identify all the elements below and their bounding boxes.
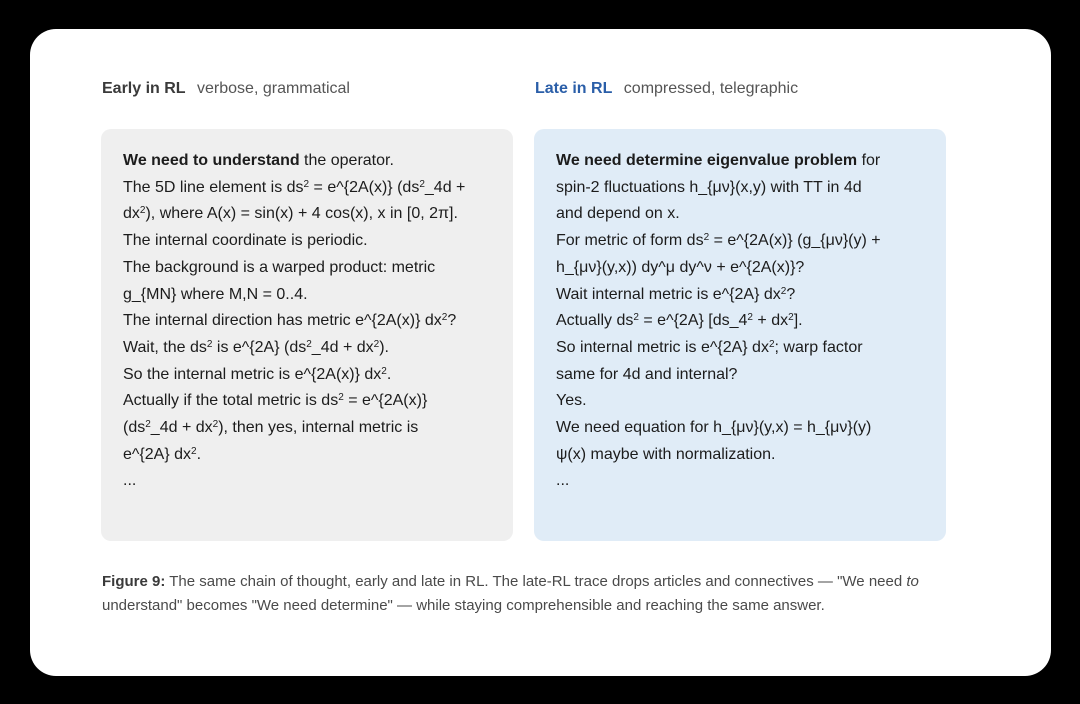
trace-line (556, 201, 926, 228)
trace-line (123, 415, 493, 442)
superscript: 2 (419, 178, 425, 190)
trace-text: for (857, 152, 881, 169)
trace-text: The internal coordinate is periodic. (123, 232, 368, 250)
trace-text: For metric of form ds (556, 232, 704, 250)
trace-line (556, 415, 926, 442)
trace-text: dx (123, 205, 140, 223)
superscript: 2 (780, 285, 787, 297)
trace-text: h_{μν}(y,x)) dy^μ dy^ν + e^{2A(x)}? (556, 258, 805, 276)
trace-text: Actually ds (556, 312, 634, 330)
trace-line (556, 442, 926, 469)
early-rl-trace-panel (101, 129, 513, 541)
late-rl-subtitle: compressed, telegraphic (623, 80, 799, 97)
trace-text: g_{MN} where M,N = 0..4. (123, 285, 308, 303)
superscript: 2 (145, 419, 151, 431)
trace-text: ), where A(x) = sin(x) + 4 cos(x), x in [0, 2π]. (145, 205, 458, 223)
trace-line (556, 362, 926, 389)
trace-text: We need equation for h_{μν}(y,x) = h_{μν}(y) (556, 419, 872, 437)
superscript: 2 (206, 338, 213, 350)
trace-text: spin-2 fluctuations h_{μν}(x,y) with TT in 4d (556, 178, 862, 196)
figure-label: Figure 9: (102, 573, 166, 590)
early-rl-subtitle: verbose, grammatical (197, 80, 350, 97)
trace-text: ). (379, 338, 389, 356)
trace-line (556, 308, 926, 335)
trace-text: The internal direction has metric e^{2A(x)} dx (123, 312, 442, 330)
trace-line (123, 201, 493, 228)
caption-text-part-1: The same chain of thought, early and late in RL. The late-RL trace drops articles and connectives — "We need (165, 573, 907, 590)
trace-line (123, 388, 493, 415)
superscript: 2 (139, 205, 146, 217)
superscript: 2 (788, 312, 794, 324)
trace-text: Wait, the ds (123, 338, 207, 356)
trace-text: Actually if the total metric is ds (123, 392, 339, 410)
trace-text: _4d + dx (150, 419, 213, 437)
superscript: 2 (441, 312, 448, 324)
trace-text: e^{2A} dx (123, 445, 192, 463)
superscript: 2 (212, 419, 219, 431)
trace-line (123, 255, 493, 282)
trace-text: _4d + dx (311, 338, 374, 356)
trace-line (556, 148, 926, 175)
trace-line (556, 175, 926, 202)
trace-text: (ds (123, 419, 146, 437)
trace-text: The background is a warped product: metric (123, 258, 436, 276)
trace-line (123, 282, 493, 309)
trace-text: and depend on x. (556, 205, 680, 223)
trace-text: is e^{2A} (ds (212, 338, 307, 356)
trace-text: ]. (793, 312, 803, 330)
early-rl-heading (102, 79, 350, 99)
early-rl-title: Early in RL (102, 80, 186, 97)
figure-caption (102, 570, 962, 617)
trace-text: So internal metric is e^{2A} dx (556, 338, 769, 356)
superscript: 2 (306, 338, 312, 350)
trace-text: . (386, 365, 392, 383)
trace-text: ψ(x) maybe with normalization. (556, 445, 776, 463)
superscript: 2 (747, 312, 753, 324)
late-rl-trace-panel (534, 129, 946, 541)
superscript: 2 (191, 445, 197, 457)
trace-text: . (196, 445, 202, 463)
trace-line (556, 228, 926, 255)
trace-text: _4d + (424, 178, 466, 196)
trace-text: ? (786, 285, 796, 303)
superscript: 2 (633, 312, 639, 324)
trace-line (556, 388, 926, 415)
trace-text: The 5D line element is ds (123, 178, 304, 196)
trace-text: ... (123, 472, 137, 490)
trace-text: Wait internal metric is e^{2A} dx (556, 285, 781, 303)
trace-line (556, 255, 926, 282)
superscript: 2 (373, 338, 380, 350)
trace-line (123, 442, 493, 469)
superscript: 2 (768, 338, 775, 350)
trace-line (123, 362, 493, 389)
trace-line (123, 148, 493, 175)
trace-line (123, 468, 493, 495)
trace-text: ), then yes, internal metric is (218, 419, 419, 437)
trace-text: = e^{2A(x)} (g_{μν}(y) + (709, 232, 881, 250)
trace-text: ... (556, 472, 570, 490)
superscript: 2 (303, 178, 310, 190)
trace-text: = e^{2A} [ds_4 (638, 312, 748, 330)
trace-line (123, 228, 493, 255)
caption-emphasis: to (906, 573, 919, 590)
trace-text: same for 4d and internal? (556, 365, 738, 383)
trace-text: ? (447, 312, 457, 330)
trace-text: So the internal metric is e^{2A(x)} dx (123, 365, 382, 383)
superscript: 2 (338, 392, 344, 404)
trace-text: the operator. (299, 152, 394, 169)
trace-lead-phrase: We need determine eigenvalue problem (556, 152, 858, 169)
caption-text-part-2: understand" becomes "We need determine" — while staying comprehensible and reaching the same answer. (102, 596, 825, 614)
trace-text: = e^{2A(x)} (ds (309, 178, 420, 196)
late-rl-heading (535, 79, 798, 99)
trace-text: Yes. (556, 392, 587, 410)
trace-lead-phrase: We need to understand (123, 152, 300, 169)
trace-line (556, 335, 926, 362)
trace-line (123, 308, 493, 335)
trace-line (556, 282, 926, 309)
trace-line (123, 335, 493, 362)
trace-line (556, 468, 926, 495)
trace-text: = e^{2A(x)} (343, 392, 428, 410)
trace-text: + dx (752, 312, 789, 330)
late-rl-title: Late in RL (535, 80, 613, 97)
trace-line (123, 175, 493, 202)
trace-text: ; warp factor (774, 338, 863, 356)
superscript: 2 (381, 365, 387, 377)
superscript: 2 (703, 232, 710, 244)
